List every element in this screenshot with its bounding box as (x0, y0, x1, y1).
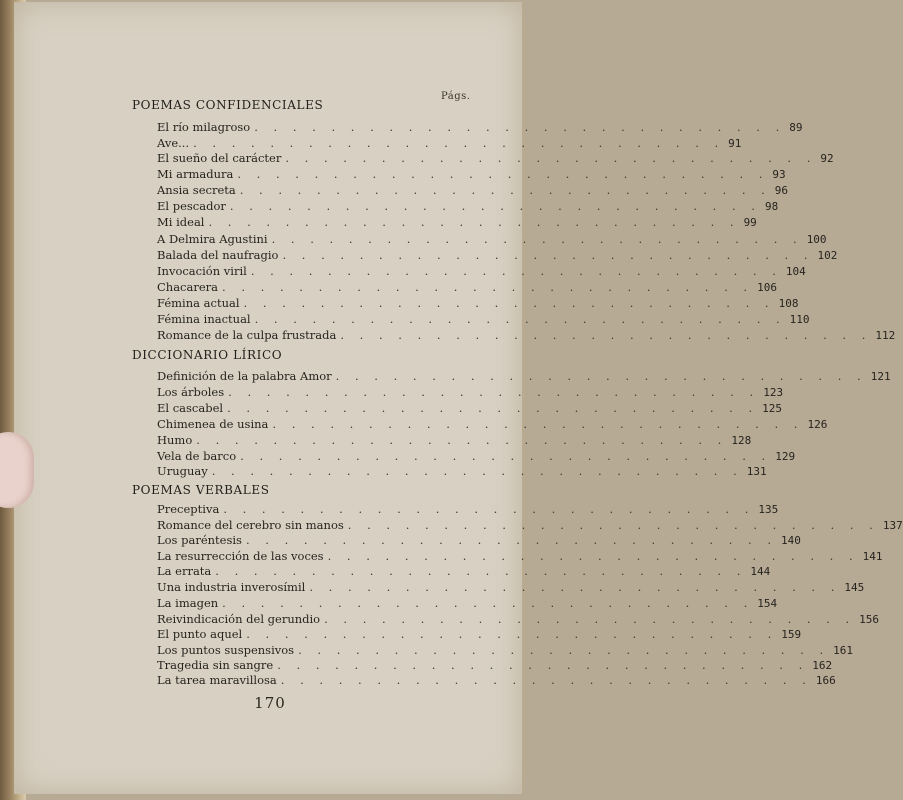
leader-dots: . . . . . . . . . . . . . . . . . . . . . . . . . . . . (229, 199, 761, 213)
entry-title: El río milagroso (157, 120, 251, 134)
entry-page: 110 (789, 313, 810, 326)
toc-entry (157, 658, 833, 673)
toc-entry (157, 564, 771, 579)
toc-entry (157, 232, 827, 247)
entry-title: A Delmira Agustini (157, 232, 268, 246)
entry-title: El pescador (157, 199, 226, 213)
entry-title: Romance del cerebro sin manos (157, 518, 344, 532)
entry-page: 89 (789, 121, 803, 134)
entry-title: Ansia secreta (157, 183, 236, 197)
entry-page: 128 (731, 434, 752, 447)
leader-dots: . . . . . . . . . . . . . . . . . . . . . . . . . . . . (223, 502, 755, 516)
toc-entry (157, 167, 786, 182)
toc-entry (157, 280, 777, 295)
entry-title: La tarea maravillosa (157, 673, 277, 687)
page-number: 170 (254, 694, 286, 712)
leader-dots: . . . . . . . . . . . . . . . . . . . . . . . . . . . . (196, 433, 728, 447)
thumb (0, 432, 34, 508)
entry-page: 93 (772, 168, 786, 181)
entry-page: 129 (775, 450, 796, 463)
leader-dots: . . . . . . . . . . . . . . . . . . . . . . . . . . . . (327, 549, 859, 563)
entry-page: 162 (812, 659, 833, 672)
entry-title: Humo (157, 433, 193, 447)
leader-dots: . . . . . . . . . . . . . . . . . . . . . . . . . . . . (277, 658, 809, 672)
leader-dots: . . . . . . . . . . . . . . . . . . . . . . . . . . . . (222, 280, 754, 294)
leader-dots: . . . . . . . . . . . . . . . . . . . . . . . . . . . . (243, 296, 775, 310)
entry-title: Una industria inverosímil (157, 580, 306, 594)
toc-entry (157, 464, 767, 479)
toc-entry (157, 183, 789, 198)
entry-page: 125 (762, 402, 783, 415)
toc-entry (157, 627, 802, 642)
entry-page: 126 (807, 418, 828, 431)
toc-entry (157, 502, 779, 517)
toc-entry (157, 369, 891, 384)
entry-title: Los árboles (157, 385, 225, 399)
entry-page: 131 (746, 465, 767, 478)
leader-dots: . . . . . . . . . . . . . . . . . . . . . . . . . . . . (272, 417, 804, 431)
leader-dots: . . . . . . . . . . . . . . . . . . . . . . . . . . . . (340, 328, 872, 342)
toc-entry (157, 215, 757, 230)
entry-page: 145 (844, 581, 865, 594)
leader-dots: . . . . . . . . . . . . . . . . . . . . . . . . . . . . (309, 580, 841, 594)
toc-entry (157, 296, 799, 311)
entry-title: Vela de barco (157, 449, 237, 463)
entry-title: La errata (157, 564, 212, 578)
leader-dots: . . . . . . . . . . . . . . . . . . . . . . . . . . . . (282, 248, 814, 262)
entry-page: 154 (757, 597, 778, 610)
toc-entry (157, 401, 783, 416)
entry-title: Definición de la palabra Amor (157, 369, 332, 383)
entry-title: Uruguay (157, 464, 208, 478)
entry-page: 92 (820, 152, 834, 165)
entry-title: El cascabel (157, 401, 224, 415)
leader-dots: . . . . . . . . . . . . . . . . . . . . . . . . . . . . (227, 401, 759, 415)
toc-entry (157, 433, 752, 448)
entry-page: 98 (764, 200, 779, 213)
leader-dots: . . . . . . . . . . . . . . . . . . . . . . . . . . . . (222, 596, 754, 610)
toc-entry (157, 596, 778, 611)
entry-page: 121 (870, 370, 891, 383)
leader-dots: . . . . . . . . . . . . . . . . . . . . . . . . . . . . (211, 464, 743, 478)
entry-page: 91 (728, 137, 742, 150)
entry-page: 123 (763, 386, 784, 399)
entry-title: Invocación viril (157, 264, 247, 278)
toc-entry (157, 518, 903, 533)
leader-dots: . . . . . . . . . . . . . . . . . . . . . . . . . . . . (239, 183, 771, 197)
leader-dots: . . . . . . . . . . . . . . . . . . . . . . . . . . . . (280, 673, 812, 687)
toc-entry (157, 449, 796, 464)
entry-title: Mi ideal (157, 215, 205, 229)
entry-title: Reivindicación del gerundio (157, 612, 321, 626)
entry-title: El sueño del carácter (157, 151, 282, 165)
entry-page: 159 (781, 628, 802, 641)
toc-entry (157, 328, 896, 343)
toc-entry (157, 580, 865, 595)
toc-entry (157, 643, 854, 658)
leader-dots: . . . . . . . . . . . . . . . . . . . . . . . . . . . . (254, 120, 786, 134)
entry-page: 106 (757, 281, 777, 294)
leader-dots: . . . . . . . . . . . . . . . . . . . . . . . . . . . . (254, 312, 786, 326)
entry-title: Chimenea de usina (157, 417, 269, 431)
entry-page: 102 (817, 249, 838, 262)
toc-entry (157, 385, 784, 400)
entry-title: Tragedia sin sangre (157, 658, 274, 672)
leader-dots: . . . . . . . . . . . . . . . . . . . . . . . . . . . . (228, 385, 760, 399)
leader-dots: . . . . . . . . . . . . . . . . . . . . . . . . . . . . (271, 232, 803, 246)
entry-page: 135 (758, 503, 779, 516)
leader-dots: . . . . . . . . . . . . . . . . . . . . . . . . . . . . (298, 643, 830, 657)
pages-column-label: Págs. (441, 91, 471, 102)
entry-page: 140 (781, 534, 801, 547)
entry-title: La imagen (157, 596, 219, 610)
entry-title: Chacarera (157, 280, 219, 294)
leader-dots: . . . . . . . . . . . . . . . . . . . . . . . . . . . . (193, 136, 725, 150)
entry-title: Fémina actual (157, 296, 240, 310)
entry-title: Ave... (157, 136, 190, 150)
toc-entry (157, 673, 836, 688)
entry-page: 137 (882, 519, 903, 532)
entry-page: 99 (743, 216, 757, 229)
entry-page: 166 (815, 674, 836, 687)
leader-dots: . . . . . . . . . . . . . . . . . . . . . . . . . . . . (245, 533, 778, 547)
toc-entry (157, 312, 810, 327)
leader-dots: . . . . . . . . . . . . . . . . . . . . . . . . . . . . (246, 627, 778, 641)
toc-entry (157, 549, 883, 564)
entry-page: 100 (806, 233, 827, 246)
leader-dots: . . . . . . . . . . . . . . . . . . . . . . . . . . . . (250, 264, 782, 278)
entry-title: Romance de la culpa frustrada (157, 328, 337, 342)
entry-title: Balada del naufragio (157, 248, 279, 262)
entry-page: 104 (785, 265, 806, 278)
toc-entry (157, 533, 801, 548)
entry-page: 161 (833, 644, 854, 657)
entry-title: La resurrección de las voces (157, 549, 324, 563)
toc-entry (157, 199, 779, 214)
entry-page: 156 (859, 613, 880, 626)
entry-page: 96 (774, 184, 789, 197)
entry-title: Los puntos suspensivos (157, 643, 295, 657)
entry-title: El punto aquel (157, 627, 243, 641)
entry-title: Fémina inactual (157, 312, 251, 326)
leader-dots: . . . . . . . . . . . . . . . . . . . . . . . . . . . . (240, 449, 772, 463)
toc-entry (157, 248, 838, 263)
leader-dots: . . . . . . . . . . . . . . . . . . . . . . . . . . . . (237, 167, 769, 181)
entry-page: 108 (778, 297, 799, 310)
leader-dots: . . . . . . . . . . . . . . . . . . . . . . . . . . . . (208, 215, 740, 229)
entry-page: 144 (750, 565, 771, 578)
entry-title: Preceptiva (157, 502, 220, 516)
toc-entry (157, 136, 742, 151)
leader-dots: . . . . . . . . . . . . . . . . . . . . . . . . . . . . (347, 518, 879, 532)
entry-title: Mi armadura (157, 167, 234, 181)
leader-dots: . . . . . . . . . . . . . . . . . . . . . . . . . . . . (285, 151, 817, 165)
entry-title: Los paréntesis (157, 533, 242, 547)
toc-entry (157, 151, 834, 166)
section-title-poemas-verbales: POEMAS VERBALES (132, 483, 270, 497)
leader-dots: . . . . . . . . . . . . . . . . . . . . . . . . . . . . (215, 564, 747, 578)
leader-dots: . . . . . . . . . . . . . . . . . . . . . . . . . . . . (335, 369, 867, 383)
leader-dots: . . . . . . . . . . . . . . . . . . . . . . . . . . . . (324, 612, 856, 626)
toc-entry (157, 120, 803, 135)
toc-entry (157, 264, 806, 279)
section-title-poemas-confidenciales: POEMAS CONFIDENCIALES (132, 98, 324, 112)
entry-page: 112 (875, 329, 896, 342)
toc-entry (157, 417, 828, 432)
entry-page: 141 (862, 550, 883, 563)
toc-entry (157, 612, 880, 627)
section-title-diccionario-lirico: DICCIONARIO LÍRICO (132, 348, 283, 362)
